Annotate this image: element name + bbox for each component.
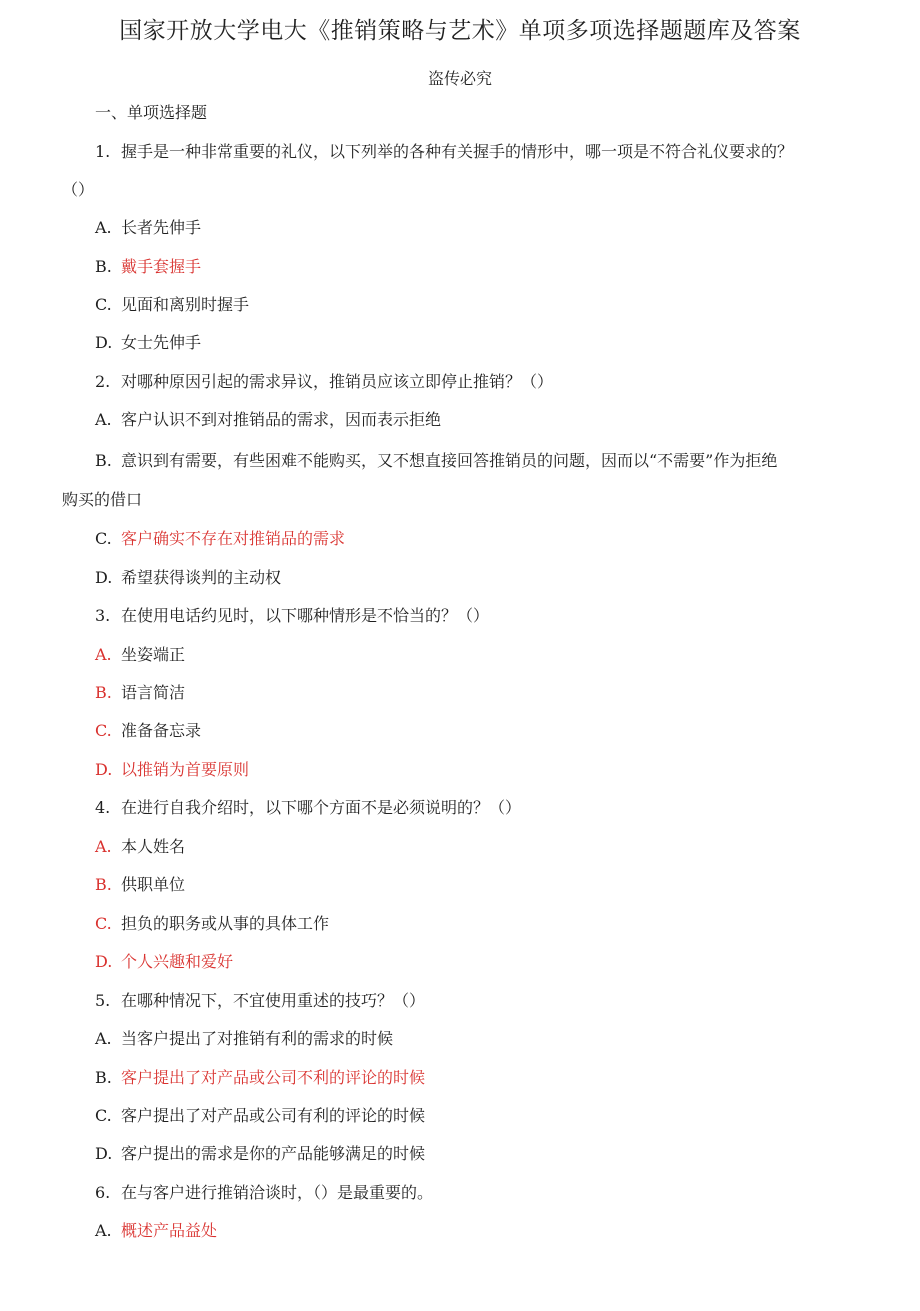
option-text-answer: 戴手套握手 <box>121 257 202 276</box>
option-4c <box>95 913 329 935</box>
option-label: B. <box>95 451 112 470</box>
option-text: 准备备忘录 <box>121 721 202 740</box>
option-text: 客户提出了对产品或公司有利的评论的时候 <box>121 1106 426 1125</box>
option-5b <box>95 1067 425 1089</box>
option-text: 客户提出的需求是你的产品能够满足的时候 <box>121 1144 426 1163</box>
question-1 <box>95 141 793 163</box>
option-1d <box>95 332 201 354</box>
option-label: A. <box>95 837 112 856</box>
question-number: 4. <box>95 798 111 817</box>
option-label: D. <box>95 952 113 971</box>
option-6a <box>95 1220 217 1242</box>
option-label: A. <box>95 410 112 429</box>
option-text: 女士先伸手 <box>121 333 202 352</box>
option-text: 坐姿端正 <box>121 645 186 664</box>
question-text: 在哪种情况下，不宜使用重述的技巧？（） <box>121 991 426 1010</box>
option-text: 语言简洁 <box>121 683 186 702</box>
question-6 <box>95 1182 433 1204</box>
question-number: 6. <box>95 1183 111 1202</box>
option-text: 当客户提出了对推销有利的需求的时候 <box>121 1029 394 1048</box>
question-4 <box>95 797 521 819</box>
question-text: 握手是一种非常重要的礼仪，以下列举的各种有关握手的情形中，哪一项是不符合礼仪要求的？ <box>121 142 794 161</box>
option-text-answer: 个人兴趣和爱好 <box>121 952 234 971</box>
option-4d <box>95 951 233 973</box>
option-label: A. <box>95 1029 112 1048</box>
option-text: 本人姓名 <box>121 837 186 856</box>
option-2b <box>95 450 777 472</box>
question-3 <box>95 605 489 627</box>
option-text: 客户认识不到对推销品的需求，因而表示拒绝 <box>121 410 442 429</box>
option-label: B. <box>95 683 112 702</box>
option-text: 担负的职务或从事的具体工作 <box>121 914 330 933</box>
question-2 <box>95 371 553 393</box>
option-5d <box>95 1143 425 1165</box>
option-text: 长者先伸手 <box>121 218 202 237</box>
option-label: C. <box>95 295 112 314</box>
option-label: D. <box>95 760 113 779</box>
option-4b <box>95 874 185 896</box>
document-subtitle: 盗传必究 <box>427 69 492 88</box>
question-text: 在与客户进行推销洽谈时，（）是最重要的。 <box>121 1183 434 1202</box>
option-3a <box>95 644 185 666</box>
option-text: 意识到有需要，有些困难不能购买，又不想直接回答推销员的问题，因而以“不需要”作为拒绝 <box>121 451 778 470</box>
question-number: 1. <box>95 142 111 161</box>
option-label: C. <box>95 721 112 740</box>
question-5 <box>95 990 425 1012</box>
question-text: 在使用电话约见时，以下哪种情形是不恰当的？（） <box>121 606 490 625</box>
question-number: 2. <box>95 372 111 391</box>
option-2d <box>95 567 281 589</box>
option-text-answer: 以推销为首要原则 <box>121 760 250 779</box>
question-1-continuation: （） <box>62 180 95 199</box>
option-3d <box>95 759 249 781</box>
option-label: A. <box>95 218 112 237</box>
option-1a <box>95 217 201 239</box>
option-text: 供职单位 <box>121 875 186 894</box>
option-label: A. <box>95 1221 112 1240</box>
option-5a <box>95 1028 393 1050</box>
option-5c <box>95 1105 425 1127</box>
option-label: B. <box>95 1068 112 1087</box>
option-3b <box>95 682 185 704</box>
option-text-answer: 客户确实不存在对推销品的需求 <box>121 529 346 548</box>
option-2b-continuation: 购买的借口 <box>62 490 143 509</box>
option-text: 希望获得谈判的主动权 <box>121 568 282 587</box>
option-label: D. <box>95 333 113 352</box>
option-text-answer: 客户提出了对产品或公司不利的评论的时候 <box>121 1068 426 1087</box>
option-text-answer: 概述产品益处 <box>121 1221 218 1240</box>
option-label: A. <box>95 645 112 664</box>
option-text: 见面和离别时握手 <box>121 295 250 314</box>
question-number: 3. <box>95 606 111 625</box>
option-3c <box>95 720 201 742</box>
option-label: D. <box>95 568 113 587</box>
option-label: C. <box>95 1106 112 1125</box>
question-number: 5. <box>95 991 111 1010</box>
option-label: D. <box>95 1144 113 1163</box>
option-label: C. <box>95 529 112 548</box>
question-text: 在进行自我介绍时，以下哪个方面不是必须说明的？（） <box>121 798 522 817</box>
option-label: B. <box>95 875 112 894</box>
option-label: C. <box>95 914 112 933</box>
option-label: B. <box>95 257 112 276</box>
option-1b <box>95 256 201 278</box>
option-2a <box>95 409 441 431</box>
option-4a <box>95 836 185 858</box>
document-title: 国家开放大学电大《推销策略与艺术》单项多项选择题题库及答案 <box>119 18 801 44</box>
option-2c <box>95 528 345 550</box>
question-text: 对哪种原因引起的需求异议，推销员应该立即停止推销？（） <box>121 372 554 391</box>
option-1c <box>95 294 249 316</box>
section-heading: 一、单项选择题 <box>95 103 208 122</box>
